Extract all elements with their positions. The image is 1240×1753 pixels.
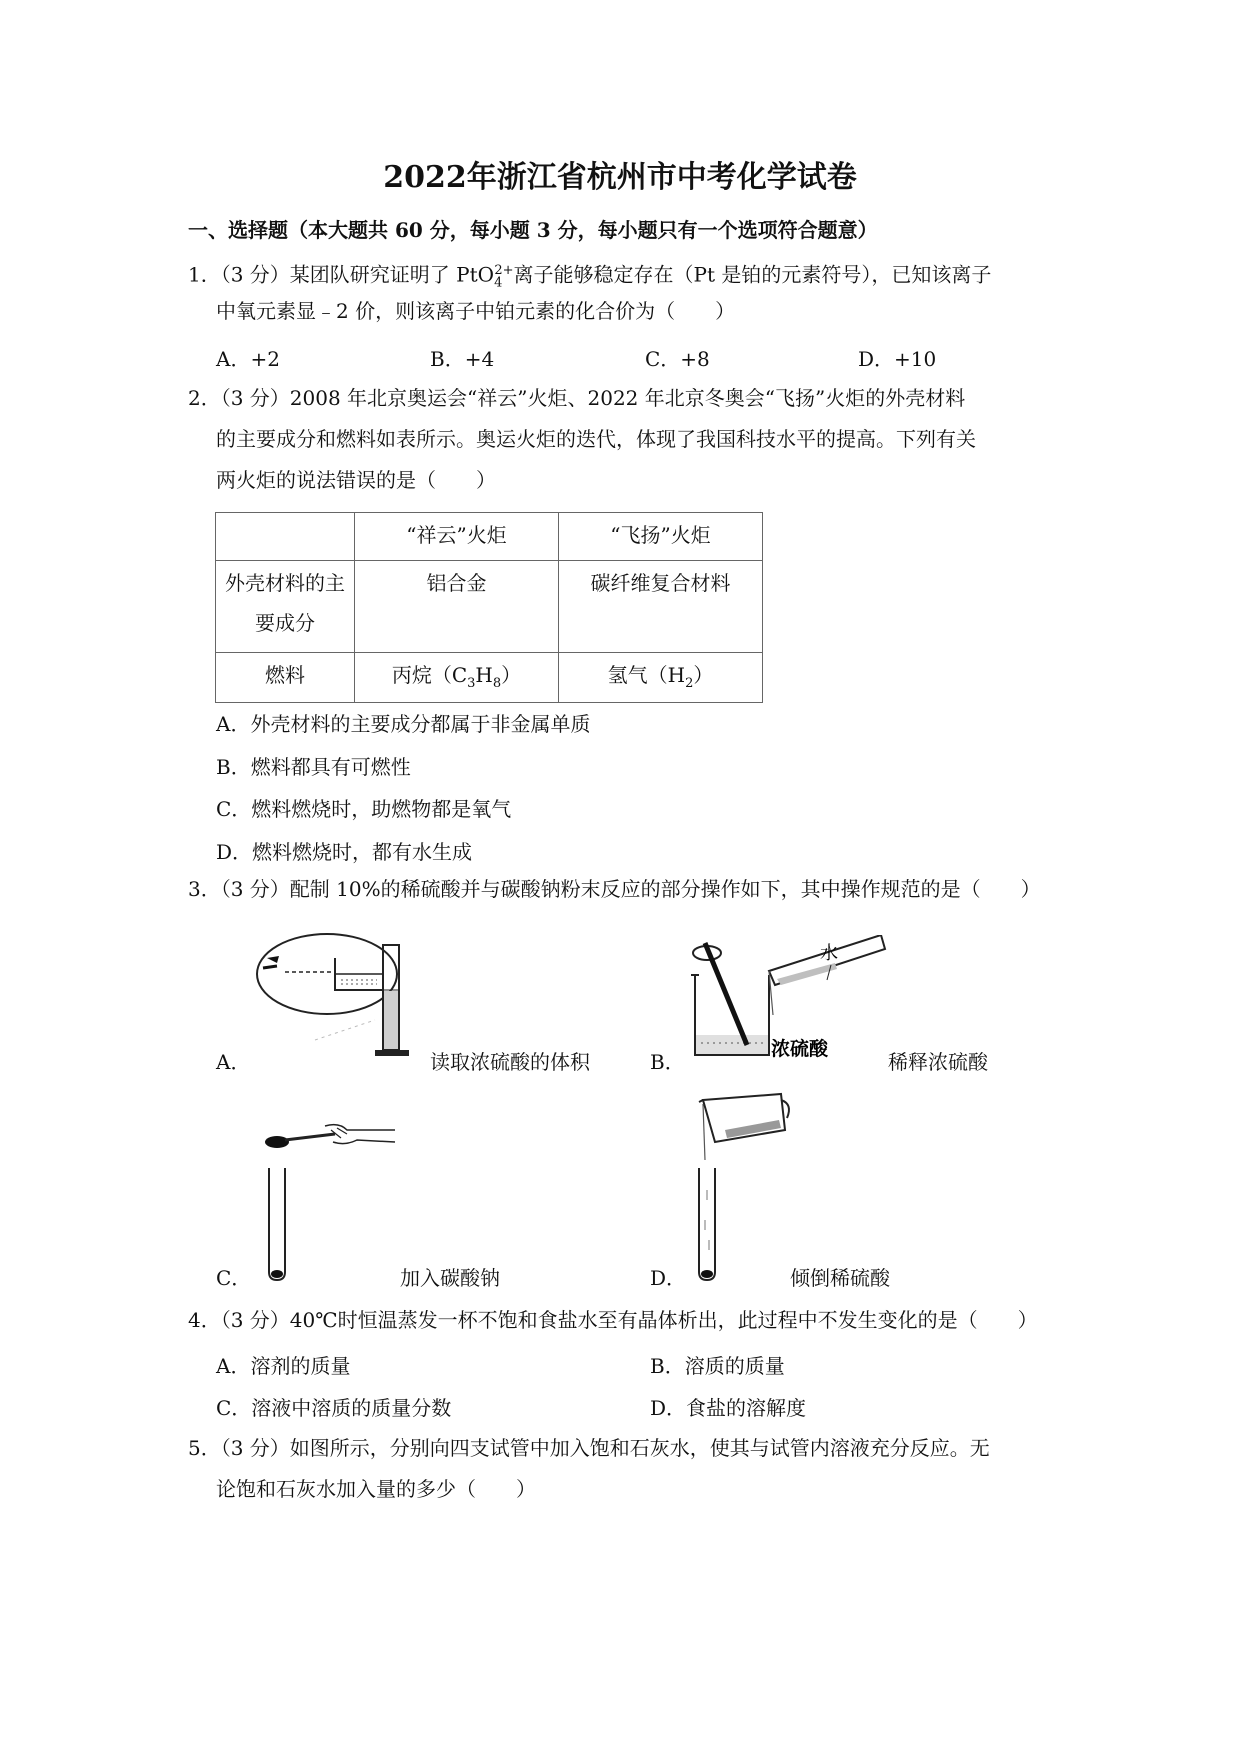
q2-option-b: B．燃料都具有可燃性 [216, 755, 411, 779]
q1-option-b: B．+4 [430, 347, 495, 371]
q4-option-d: D．食盐的溶解度 [650, 1396, 807, 1420]
question-4-line-1: 4．（3 分）40℃时恒温蒸发一杯不饱和食盐水至有晶体析出，此过程中不发生变化的是（ ） [188, 1308, 1038, 1332]
q4-option-c: C．溶液中溶质的质量分数 [216, 1396, 452, 1420]
figure-c-adding-powder [255, 1120, 405, 1285]
table-cell-shell-feiyang: 碳纤维复合材料 [559, 561, 763, 653]
q4-option-a: A．溶剂的质量 [216, 1354, 351, 1378]
q3-option-c-label: C． [216, 1266, 252, 1290]
table-row-label-fuel: 燃料 [216, 653, 355, 703]
q2-option-d: D．燃料燃烧时，都有水生成 [216, 840, 473, 864]
q3-option-b-caption: 稀释浓硫酸 [888, 1050, 988, 1074]
q3-option-a-label: A． [216, 1050, 251, 1074]
figure-b-water-label: 水 [820, 943, 838, 964]
q3-option-b-label: B． [650, 1050, 685, 1074]
table-cell-fuel-xiangyun: 丙烷$(C_3H_8)$ [355, 653, 559, 703]
q2-option-c: C．燃料燃烧时，助燃物都是氧气 [216, 797, 512, 821]
question-2-line-1: 2．（3 分）2008 年北京奥运会“祥云”火炬、2022 年北京冬奥会“飞扬”火炬的外壳材料 [188, 386, 966, 410]
table-header-feiyang: “飞扬”火炬 [559, 513, 763, 561]
figure-d-pouring-acid [685, 1090, 795, 1285]
figure-b-diluting-acid [685, 935, 895, 1070]
question-3-line-1: 3．（3 分）配制 10%的稀硫酸并与碳酸钠粉末反应的部分操作如下，其中操作规范的是（ ） [188, 877, 1041, 901]
table-header-xiangyun: “祥云”火炬 [355, 513, 559, 561]
question-2-line-3: 两火炬的说法错误的是（ ） [216, 468, 496, 492]
section-heading: 一、选择题（本大题共 60 分，每小题 3 分，每小题只有一个选项符合题意） [188, 218, 878, 242]
q1-option-c: C．+8 [645, 347, 710, 371]
question-1-line-2: 中氧元素显﹣2 价，则该离子中铂元素的化合价为（ ） [216, 299, 736, 323]
q3-option-d-caption: 倾倒稀硫酸 [790, 1266, 890, 1290]
figure-b-acid-label: 浓硫酸 [771, 1038, 829, 1060]
q2-option-a: A．外壳材料的主要成分都属于非金属单质 [216, 712, 591, 736]
q3-option-c-caption: 加入碳酸钠 [400, 1266, 500, 1290]
table-row-label-shell: 外壳材料的主 要成分 [216, 561, 355, 653]
q4-option-b: B．溶质的质量 [650, 1354, 785, 1378]
q3-option-d-label: D． [650, 1266, 687, 1290]
figure-a-reading-cylinder [255, 930, 425, 1070]
torch-comparison-table [215, 512, 763, 703]
q1-option-a: A．+2 [216, 347, 280, 371]
table-cell-fuel-feiyang: 氢气$(H_2)$ [559, 653, 763, 703]
question-5-line-2: 论饱和石灰水加入量的多少（ ） [216, 1477, 536, 1501]
table-cell-shell-xiangyun: 铝合金 [355, 561, 559, 653]
q1-option-d: D．+10 [858, 347, 937, 371]
page-title: 2022年浙江省杭州市中考化学试卷 [383, 160, 857, 195]
table-empty-cell [216, 513, 355, 561]
question-2-line-2: 的主要成分和燃料如表所示。奥运火炬的迭代，体现了我国科技水平的提高。下列有关 [216, 427, 976, 451]
q3-option-a-caption: 读取浓硫酸的体积 [430, 1050, 590, 1074]
question-5-line-1: 5．（3 分）如图所示，分别向四支试管中加入饱和石灰水，使其与试管内溶液充分反应。无 [188, 1436, 990, 1460]
question-1-line-1: 1．（3 分）某团队研究证明了 PtO$_4^{2+}$离子能够稳定存在（Pt 是铂的元素符号），已知该离子 [188, 262, 992, 291]
